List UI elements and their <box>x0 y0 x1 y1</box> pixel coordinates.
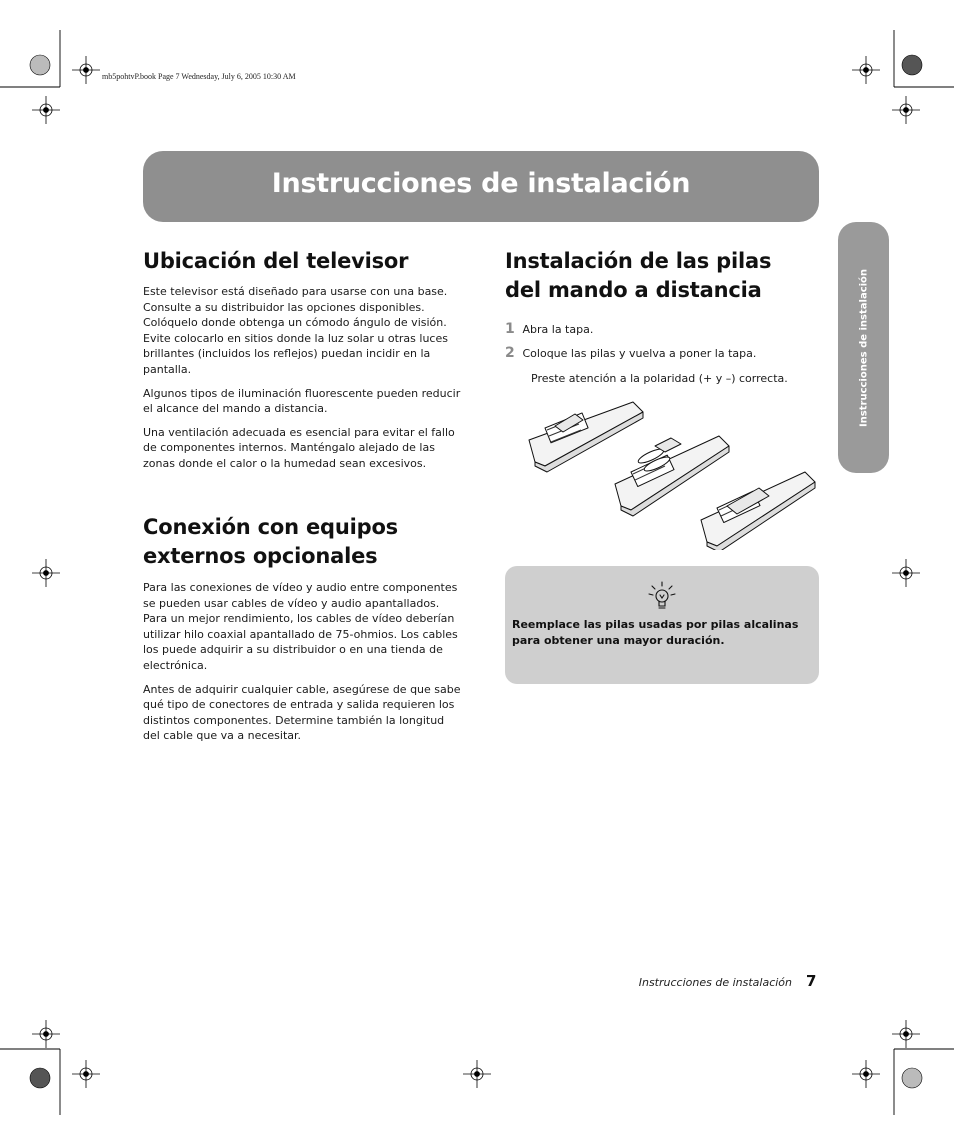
remote-battery-illustration <box>525 400 825 550</box>
step-text: Abra la tapa. <box>522 323 594 336</box>
heading-line: Conexión con equipos <box>143 515 398 539</box>
remote-open-cover-image <box>529 402 643 472</box>
step-text: Coloque las pilas y vuelva a poner la tapa. <box>522 347 757 360</box>
step-note: Preste atención a la polaridad (+ y –) correcta. <box>531 372 788 385</box>
side-tab <box>838 222 889 473</box>
heading-line: externos opcionales <box>143 544 378 568</box>
heading-line: Instalación de las pilas <box>505 249 772 273</box>
section-heading: Ubicación del televisor <box>143 249 409 273</box>
side-tab-label: Instrucciones de instalación <box>858 268 869 427</box>
footer-section-label: Instrucciones de instalación <box>638 976 792 989</box>
print-info: mb5pohtvP.book Page 7 Wednesday, July 6, 2005 10:30 AM <box>102 72 296 81</box>
lightbulb-icon <box>647 580 677 612</box>
paragraph: Algunos tipos de iluminación fluorescente pueden reducir el alcance del mando a distancia. <box>143 386 461 416</box>
remote-close-cover-image <box>701 472 815 550</box>
step-item <box>505 343 819 364</box>
step-number: 2 <box>505 345 515 361</box>
page-title: Instrucciones de instalación <box>271 168 691 199</box>
step-item <box>505 319 819 340</box>
section-connections <box>143 513 461 744</box>
section-tv-location <box>143 247 461 472</box>
section-heading <box>505 247 819 305</box>
page-number: 7 <box>806 972 817 990</box>
paragraph: Antes de adquirir cualquier cable, asegúrese de que sabe qué tipo de conectores de entrada y salida requieren los distintos componentes. Determine también la longitud del cable que va a necesitar. <box>143 682 461 743</box>
paragraph: Una ventilación adecuada es esencial para evitar el fallo de componentes internos. Manténgalo alejado de las zonas donde el calor o la humedad sean excesivos. <box>143 425 455 470</box>
section-batteries <box>505 247 819 389</box>
tip-text: Reemplace las pilas usadas por pilas alcalinas para obtener una mayor duración. <box>512 618 799 647</box>
title-banner <box>143 151 819 222</box>
paragraph: Este televisor está diseñado para usarse con una base. Consulte a su distribuidor las opciones disponibles. Colóquelo donde obtenga un cómodo ángulo de visión. Evite colocarlo en sitios donde la luz solar u otras luces brillantes (incluidos los reflejos) puedan incidir en la pantalla. <box>143 285 448 376</box>
steps-list <box>505 319 819 389</box>
step-number: 1 <box>505 321 515 337</box>
heading-line: del mando a distancia <box>505 278 762 302</box>
paragraph: Para las conexiones de vídeo y audio entre componentes se pueden usar cables de vídeo y audio apantallados. Para un mejor rendimiento, los cables de vídeo deberían utilizar hilo coaxial apantallado de 75-ohmios. Los cables los puede adquirir a su distribuidor o en una tienda de electrónica. <box>143 581 458 672</box>
remote-insert-batteries-image <box>615 436 729 516</box>
tip-box <box>505 566 819 684</box>
section-heading <box>143 513 461 571</box>
